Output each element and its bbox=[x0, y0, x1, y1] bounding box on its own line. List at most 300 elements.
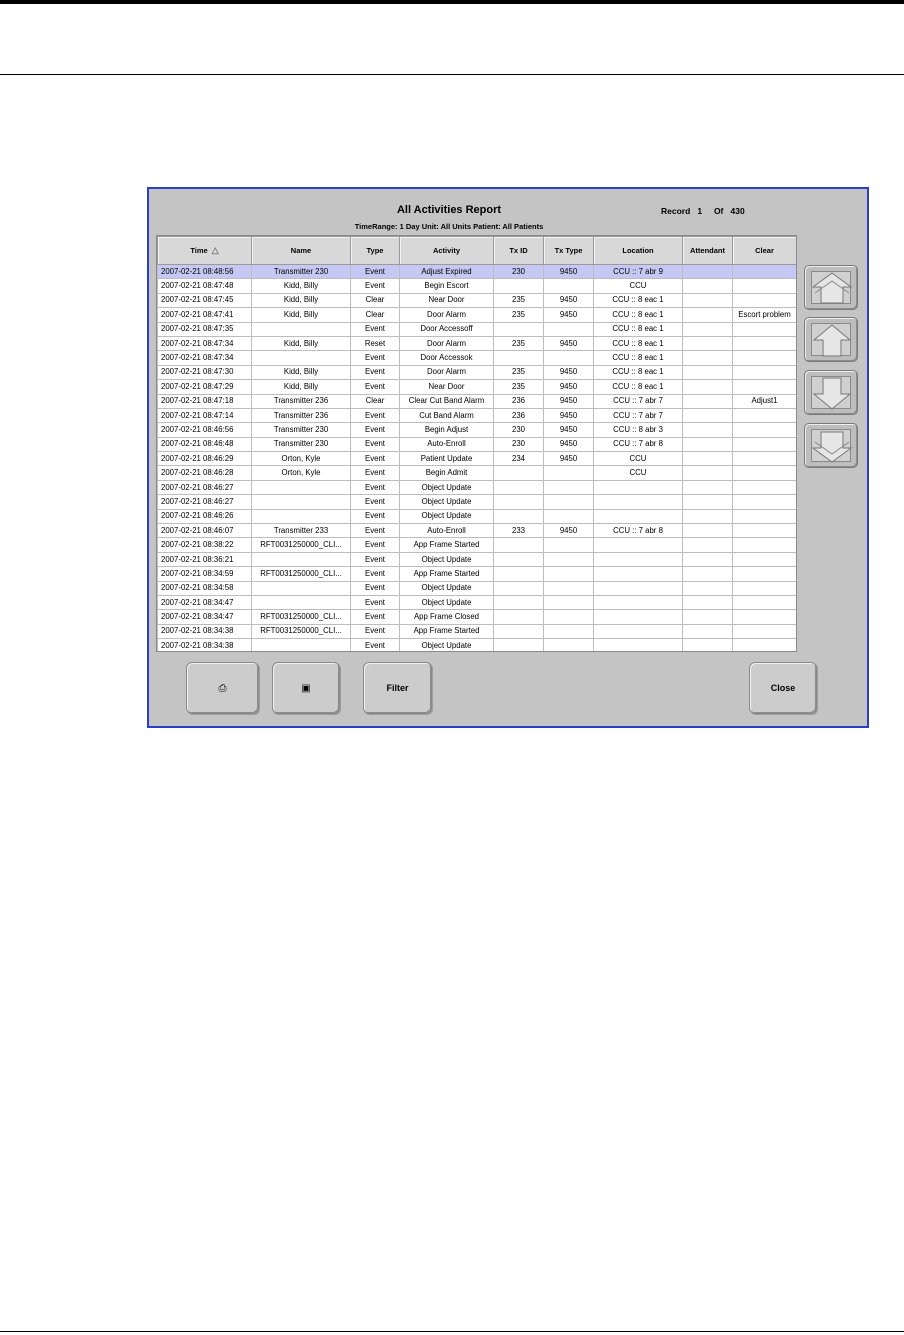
cell-activity: App Frame Started bbox=[400, 624, 494, 638]
cell-clear bbox=[733, 524, 797, 538]
cell-name: Transmitter 233 bbox=[252, 524, 351, 538]
cell-time: 2007-02-21 08:47:45 bbox=[158, 293, 252, 307]
cell-attendant bbox=[683, 365, 733, 379]
cell-name bbox=[252, 480, 351, 494]
cell-tx-id: 235 bbox=[494, 380, 544, 394]
table-row[interactable] bbox=[158, 595, 797, 609]
cell-tx-id bbox=[494, 480, 544, 494]
cell-type: Event bbox=[351, 466, 400, 480]
cell-location: CCU :: 7 abr 8 bbox=[594, 437, 683, 451]
cell-name bbox=[252, 351, 351, 365]
cell-tx-type bbox=[544, 624, 594, 638]
cell-activity: App Frame Started bbox=[400, 538, 494, 552]
cell-clear bbox=[733, 437, 797, 451]
cell-type: Event bbox=[351, 351, 400, 365]
cell-name: Transmitter 230 bbox=[252, 265, 351, 279]
cell-time: 2007-02-21 08:46:27 bbox=[158, 480, 252, 494]
cell-type: Event bbox=[351, 437, 400, 451]
report-title: All Activities Report bbox=[396, 204, 502, 216]
cell-location: CCU :: 8 eac 1 bbox=[594, 336, 683, 350]
cell-activity: Clear Cut Band Alarm bbox=[400, 394, 494, 408]
cell-name bbox=[252, 495, 351, 509]
table-row[interactable] bbox=[158, 552, 797, 566]
cell-activity: Object Update bbox=[400, 595, 494, 609]
cell-attendant bbox=[683, 538, 733, 552]
cell-activity: Patient Update bbox=[400, 452, 494, 466]
cell-type: Event bbox=[351, 581, 400, 595]
cell-type: Event bbox=[351, 610, 400, 624]
cell-tx-id: 230 bbox=[494, 437, 544, 451]
line-up-icon bbox=[805, 318, 859, 363]
cell-tx-type bbox=[544, 279, 594, 293]
cell-time: 2007-02-21 08:46:28 bbox=[158, 466, 252, 480]
table-row[interactable] bbox=[158, 452, 797, 466]
cell-clear bbox=[733, 595, 797, 609]
table-row[interactable] bbox=[158, 466, 797, 480]
cell-tx-id bbox=[494, 552, 544, 566]
table-row[interactable] bbox=[158, 265, 797, 279]
cell-tx-id: 230 bbox=[494, 265, 544, 279]
cell-tx-type bbox=[544, 595, 594, 609]
cell-location: CCU :: 7 abr 8 bbox=[594, 524, 683, 538]
cell-time: 2007-02-21 08:38:22 bbox=[158, 538, 252, 552]
cell-tx-id bbox=[494, 351, 544, 365]
cell-clear bbox=[733, 495, 797, 509]
cell-tx-id bbox=[494, 581, 544, 595]
cell-tx-type: 9450 bbox=[544, 394, 594, 408]
cell-name: RFT0031250000_CLI... bbox=[252, 538, 351, 552]
cell-attendant bbox=[683, 466, 733, 480]
cell-name: RFT0031250000_CLI... bbox=[252, 567, 351, 581]
table-row[interactable] bbox=[158, 524, 797, 538]
table-row[interactable] bbox=[158, 495, 797, 509]
cell-time: 2007-02-21 08:34:47 bbox=[158, 610, 252, 624]
cell-tx-id bbox=[494, 279, 544, 293]
cell-tx-type: 9450 bbox=[544, 524, 594, 538]
table-row[interactable] bbox=[158, 293, 797, 307]
table-row[interactable] bbox=[158, 538, 797, 552]
cell-tx-type bbox=[544, 509, 594, 523]
cell-activity: Begin Admit bbox=[400, 466, 494, 480]
floppy-disk-icon: ▣ bbox=[301, 682, 311, 694]
column-header-name[interactable]: Name bbox=[252, 237, 351, 265]
page-up-button[interactable] bbox=[804, 265, 858, 310]
cell-location bbox=[594, 480, 683, 494]
cell-type: Event bbox=[351, 552, 400, 566]
cell-tx-type: 9450 bbox=[544, 365, 594, 379]
cell-location bbox=[594, 595, 683, 609]
cell-clear bbox=[733, 466, 797, 480]
page-header-rule bbox=[0, 74, 904, 75]
cell-time: 2007-02-21 08:46:29 bbox=[158, 452, 252, 466]
column-header-type[interactable]: Type bbox=[351, 237, 400, 265]
filter-button[interactable]: Filter bbox=[363, 662, 432, 714]
cell-activity: Object Update bbox=[400, 480, 494, 494]
cell-location bbox=[594, 495, 683, 509]
table-row[interactable] bbox=[158, 365, 797, 379]
cell-attendant bbox=[683, 336, 733, 350]
table-row[interactable] bbox=[158, 610, 797, 624]
sort-ascending-icon: △ bbox=[211, 245, 219, 255]
cell-type: Event bbox=[351, 408, 400, 422]
cell-time: 2007-02-21 08:34:38 bbox=[158, 639, 252, 652]
cell-tx-id bbox=[494, 639, 544, 652]
cell-type: Event bbox=[351, 639, 400, 652]
table-row[interactable] bbox=[158, 394, 797, 408]
cell-activity: Adjust Expired bbox=[400, 265, 494, 279]
cell-name: Orton, Kyle bbox=[252, 466, 351, 480]
cell-time: 2007-02-21 08:46:07 bbox=[158, 524, 252, 538]
cell-clear bbox=[733, 408, 797, 422]
table-row[interactable] bbox=[158, 624, 797, 638]
cell-clear bbox=[733, 380, 797, 394]
cell-tx-type: 9450 bbox=[544, 408, 594, 422]
cell-tx-type bbox=[544, 610, 594, 624]
table-row[interactable] bbox=[158, 509, 797, 523]
cell-activity: App Frame Closed bbox=[400, 610, 494, 624]
cell-tx-id bbox=[494, 610, 544, 624]
cell-clear bbox=[733, 351, 797, 365]
cell-tx-id bbox=[494, 509, 544, 523]
cell-clear bbox=[733, 365, 797, 379]
cell-tx-id: 233 bbox=[494, 524, 544, 538]
cell-location: CCU :: 7 abr 7 bbox=[594, 394, 683, 408]
page-down-icon bbox=[805, 424, 859, 469]
cell-location: CCU :: 8 eac 1 bbox=[594, 293, 683, 307]
record-counter bbox=[661, 206, 745, 216]
cell-name: Transmitter 236 bbox=[252, 394, 351, 408]
cell-clear bbox=[733, 538, 797, 552]
cell-location: CCU :: 7 abr 9 bbox=[594, 265, 683, 279]
cell-name bbox=[252, 509, 351, 523]
cell-location bbox=[594, 624, 683, 638]
cell-tx-id: 235 bbox=[494, 365, 544, 379]
column-header-time[interactable]: Time △ bbox=[158, 237, 252, 265]
cell-type: Reset bbox=[351, 336, 400, 350]
page-bottom-rule bbox=[0, 1331, 904, 1332]
cell-location bbox=[594, 581, 683, 595]
cell-name: Transmitter 230 bbox=[252, 437, 351, 451]
record-current: 1 bbox=[697, 206, 703, 216]
cell-tx-id: 236 bbox=[494, 408, 544, 422]
cell-attendant bbox=[683, 380, 733, 394]
table-row[interactable] bbox=[158, 351, 797, 365]
cell-activity: Begin Adjust bbox=[400, 423, 494, 437]
cell-tx-type: 9450 bbox=[544, 336, 594, 350]
cell-clear: Escort problem bbox=[733, 308, 797, 322]
cell-attendant bbox=[683, 394, 733, 408]
table-row[interactable] bbox=[158, 567, 797, 581]
cell-name: RFT0031250000_CLI... bbox=[252, 624, 351, 638]
cell-tx-type: 9450 bbox=[544, 423, 594, 437]
table-row[interactable] bbox=[158, 279, 797, 293]
table-row[interactable] bbox=[158, 308, 797, 322]
line-down-button[interactable] bbox=[804, 370, 858, 415]
cell-type: Event bbox=[351, 567, 400, 581]
cell-activity: Cut Band Alarm bbox=[400, 408, 494, 422]
cell-tx-id: 234 bbox=[494, 452, 544, 466]
cell-tx-id bbox=[494, 595, 544, 609]
cell-activity: Door Alarm bbox=[400, 336, 494, 350]
cell-name: Kidd, Billy bbox=[252, 380, 351, 394]
cell-clear: Adjust1 bbox=[733, 394, 797, 408]
record-total: 430 bbox=[730, 206, 745, 216]
cell-tx-id: 235 bbox=[494, 308, 544, 322]
cell-time: 2007-02-21 08:47:18 bbox=[158, 394, 252, 408]
page-top-rule bbox=[0, 0, 904, 4]
cell-tx-id: 235 bbox=[494, 336, 544, 350]
table-body bbox=[158, 265, 797, 653]
table-row[interactable] bbox=[158, 423, 797, 437]
cell-name: Kidd, Billy bbox=[252, 293, 351, 307]
cell-tx-id: 235 bbox=[494, 293, 544, 307]
cell-time: 2007-02-21 08:47:14 bbox=[158, 408, 252, 422]
column-header-attendant[interactable]: Attendant bbox=[683, 237, 733, 265]
cell-type: Event bbox=[351, 495, 400, 509]
cell-type: Clear bbox=[351, 293, 400, 307]
cell-type: Event bbox=[351, 380, 400, 394]
page-up-icon bbox=[805, 266, 859, 311]
cell-time: 2007-02-21 08:47:35 bbox=[158, 322, 252, 336]
cell-type: Event bbox=[351, 265, 400, 279]
column-header-tx-type[interactable]: Tx Type bbox=[544, 237, 594, 265]
table-row[interactable] bbox=[158, 639, 797, 652]
cell-activity: Near Door bbox=[400, 380, 494, 394]
cell-location: CCU :: 8 eac 1 bbox=[594, 351, 683, 365]
cell-activity: Begin Escort bbox=[400, 279, 494, 293]
cell-time: 2007-02-21 08:46:26 bbox=[158, 509, 252, 523]
cell-time: 2007-02-21 08:36:21 bbox=[158, 552, 252, 566]
cell-attendant bbox=[683, 437, 733, 451]
line-up-button[interactable] bbox=[804, 317, 858, 362]
cell-activity: Door Accessoff bbox=[400, 322, 494, 336]
table-row[interactable] bbox=[158, 581, 797, 595]
cell-type: Event bbox=[351, 279, 400, 293]
cell-time: 2007-02-21 08:47:41 bbox=[158, 308, 252, 322]
cell-clear bbox=[733, 480, 797, 494]
cell-attendant bbox=[683, 480, 733, 494]
cell-location: CCU :: 8 eac 1 bbox=[594, 322, 683, 336]
table-header-row bbox=[158, 237, 797, 265]
cell-time: 2007-02-21 08:47:48 bbox=[158, 279, 252, 293]
cell-tx-type: 9450 bbox=[544, 452, 594, 466]
cell-type: Event bbox=[351, 322, 400, 336]
cell-attendant bbox=[683, 639, 733, 652]
cell-activity: Auto-Enroll bbox=[400, 437, 494, 451]
cell-name: Kidd, Billy bbox=[252, 365, 351, 379]
cell-tx-type bbox=[544, 495, 594, 509]
cell-activity: Door Accessok bbox=[400, 351, 494, 365]
cell-location bbox=[594, 610, 683, 624]
cell-clear bbox=[733, 610, 797, 624]
cell-tx-type bbox=[544, 552, 594, 566]
cell-clear bbox=[733, 452, 797, 466]
activities-table-container[interactable] bbox=[156, 235, 797, 652]
cell-clear bbox=[733, 336, 797, 350]
cell-clear bbox=[733, 279, 797, 293]
cell-attendant bbox=[683, 408, 733, 422]
cell-clear bbox=[733, 509, 797, 523]
table-row[interactable] bbox=[158, 336, 797, 350]
line-down-icon bbox=[805, 371, 859, 416]
report-subtitle: TimeRange: 1 Day Unit: All Units Patient: All Patients bbox=[354, 222, 544, 231]
cell-name: Kidd, Billy bbox=[252, 336, 351, 350]
cell-attendant bbox=[683, 509, 733, 523]
cell-time: 2007-02-21 08:34:59 bbox=[158, 567, 252, 581]
cell-time: 2007-02-21 08:46:27 bbox=[158, 495, 252, 509]
cell-tx-id bbox=[494, 624, 544, 638]
cell-name bbox=[252, 595, 351, 609]
cell-time: 2007-02-21 08:47:34 bbox=[158, 351, 252, 365]
cell-time: 2007-02-21 08:47:34 bbox=[158, 336, 252, 350]
cell-time: 2007-02-21 08:34:58 bbox=[158, 581, 252, 595]
cell-clear bbox=[733, 581, 797, 595]
cell-tx-type bbox=[544, 639, 594, 652]
cell-time: 2007-02-21 08:47:30 bbox=[158, 365, 252, 379]
cell-type: Clear bbox=[351, 394, 400, 408]
cell-attendant bbox=[683, 423, 733, 437]
save-button[interactable] bbox=[272, 662, 340, 714]
cell-activity: App Frame Started bbox=[400, 567, 494, 581]
cell-tx-id: 230 bbox=[494, 423, 544, 437]
table-row[interactable] bbox=[158, 437, 797, 451]
cell-type: Event bbox=[351, 480, 400, 494]
cell-location bbox=[594, 538, 683, 552]
close-button[interactable]: Close bbox=[749, 662, 817, 714]
cell-location: CCU :: 8 abr 3 bbox=[594, 423, 683, 437]
cell-tx-id bbox=[494, 495, 544, 509]
table-row[interactable] bbox=[158, 322, 797, 336]
cell-tx-type bbox=[544, 322, 594, 336]
page-down-button[interactable] bbox=[804, 423, 858, 468]
cell-tx-type: 9450 bbox=[544, 380, 594, 394]
cell-activity: Object Update bbox=[400, 639, 494, 652]
table-row[interactable] bbox=[158, 408, 797, 422]
cell-activity: Object Update bbox=[400, 552, 494, 566]
cell-tx-id bbox=[494, 538, 544, 552]
cell-name: Transmitter 230 bbox=[252, 423, 351, 437]
record-label: Record bbox=[661, 206, 691, 216]
table-row[interactable] bbox=[158, 480, 797, 494]
cell-tx-id: 236 bbox=[494, 394, 544, 408]
cell-tx-type bbox=[544, 351, 594, 365]
cell-attendant bbox=[683, 308, 733, 322]
cell-tx-type: 9450 bbox=[544, 265, 594, 279]
cell-attendant bbox=[683, 624, 733, 638]
cell-time: 2007-02-21 08:46:56 bbox=[158, 423, 252, 437]
cell-name: RFT0031250000_CLI... bbox=[252, 610, 351, 624]
cell-name: Kidd, Billy bbox=[252, 308, 351, 322]
cell-clear bbox=[733, 624, 797, 638]
cell-tx-id bbox=[494, 322, 544, 336]
cell-location: CCU bbox=[594, 452, 683, 466]
cell-clear bbox=[733, 639, 797, 652]
cell-time: 2007-02-21 08:34:47 bbox=[158, 595, 252, 609]
cell-tx-type: 9450 bbox=[544, 308, 594, 322]
cell-type: Event bbox=[351, 509, 400, 523]
cell-attendant bbox=[683, 322, 733, 336]
cell-time: 2007-02-21 08:46:48 bbox=[158, 437, 252, 451]
cell-type: Event bbox=[351, 624, 400, 638]
cell-tx-type: 9450 bbox=[544, 437, 594, 451]
cell-location: CCU :: 8 eac 1 bbox=[594, 365, 683, 379]
cell-type: Clear bbox=[351, 308, 400, 322]
cell-activity: Door Alarm bbox=[400, 365, 494, 379]
cell-activity: Object Update bbox=[400, 509, 494, 523]
printer-icon: ⎙ bbox=[218, 682, 227, 694]
cell-clear bbox=[733, 567, 797, 581]
cell-name bbox=[252, 552, 351, 566]
cell-attendant bbox=[683, 495, 733, 509]
print-button[interactable] bbox=[186, 662, 259, 714]
cell-name bbox=[252, 322, 351, 336]
cell-clear bbox=[733, 423, 797, 437]
cell-attendant bbox=[683, 567, 733, 581]
column-header-tx-id[interactable]: Tx ID bbox=[494, 237, 544, 265]
record-of-label: Of bbox=[713, 206, 724, 216]
cell-attendant bbox=[683, 524, 733, 538]
cell-tx-type bbox=[544, 480, 594, 494]
cell-activity: Object Update bbox=[400, 581, 494, 595]
cell-location: CCU bbox=[594, 466, 683, 480]
cell-location: CCU :: 8 eac 1 bbox=[594, 308, 683, 322]
cell-attendant bbox=[683, 595, 733, 609]
cell-location: CCU :: 8 eac 1 bbox=[594, 380, 683, 394]
column-header-clear[interactable]: Clear bbox=[733, 237, 797, 265]
activities-table bbox=[157, 236, 797, 652]
cell-tx-id bbox=[494, 567, 544, 581]
cell-clear bbox=[733, 265, 797, 279]
cell-name: Transmitter 236 bbox=[252, 408, 351, 422]
cell-attendant bbox=[683, 293, 733, 307]
cell-attendant bbox=[683, 452, 733, 466]
cell-type: Event bbox=[351, 538, 400, 552]
cell-type: Event bbox=[351, 365, 400, 379]
table-row[interactable] bbox=[158, 380, 797, 394]
cell-location bbox=[594, 567, 683, 581]
cell-tx-type bbox=[544, 538, 594, 552]
report-window bbox=[147, 187, 869, 728]
cell-clear bbox=[733, 322, 797, 336]
cell-tx-id bbox=[494, 466, 544, 480]
cell-time: 2007-02-21 08:47:29 bbox=[158, 380, 252, 394]
cell-activity: Auto-Enroll bbox=[400, 524, 494, 538]
cell-clear bbox=[733, 293, 797, 307]
cell-time: 2007-02-21 08:34:38 bbox=[158, 624, 252, 638]
cell-activity: Object Update bbox=[400, 495, 494, 509]
cell-location: CCU bbox=[594, 279, 683, 293]
cell-type: Event bbox=[351, 524, 400, 538]
cell-attendant bbox=[683, 265, 733, 279]
cell-tx-type: 9450 bbox=[544, 293, 594, 307]
cell-clear bbox=[733, 552, 797, 566]
cell-activity: Door Alarm bbox=[400, 308, 494, 322]
cell-tx-type bbox=[544, 466, 594, 480]
column-header-activity[interactable]: Activity bbox=[400, 237, 494, 265]
column-header-location[interactable]: Location bbox=[594, 237, 683, 265]
cell-location bbox=[594, 639, 683, 652]
cell-name: Orton, Kyle bbox=[252, 452, 351, 466]
cell-time: 2007-02-21 08:48:56 bbox=[158, 265, 252, 279]
cell-type: Event bbox=[351, 452, 400, 466]
cell-name bbox=[252, 639, 351, 652]
cell-tx-type bbox=[544, 567, 594, 581]
cell-attendant bbox=[683, 552, 733, 566]
cell-attendant bbox=[683, 279, 733, 293]
cell-type: Event bbox=[351, 423, 400, 437]
cell-attendant bbox=[683, 351, 733, 365]
cell-location: CCU :: 7 abr 7 bbox=[594, 408, 683, 422]
